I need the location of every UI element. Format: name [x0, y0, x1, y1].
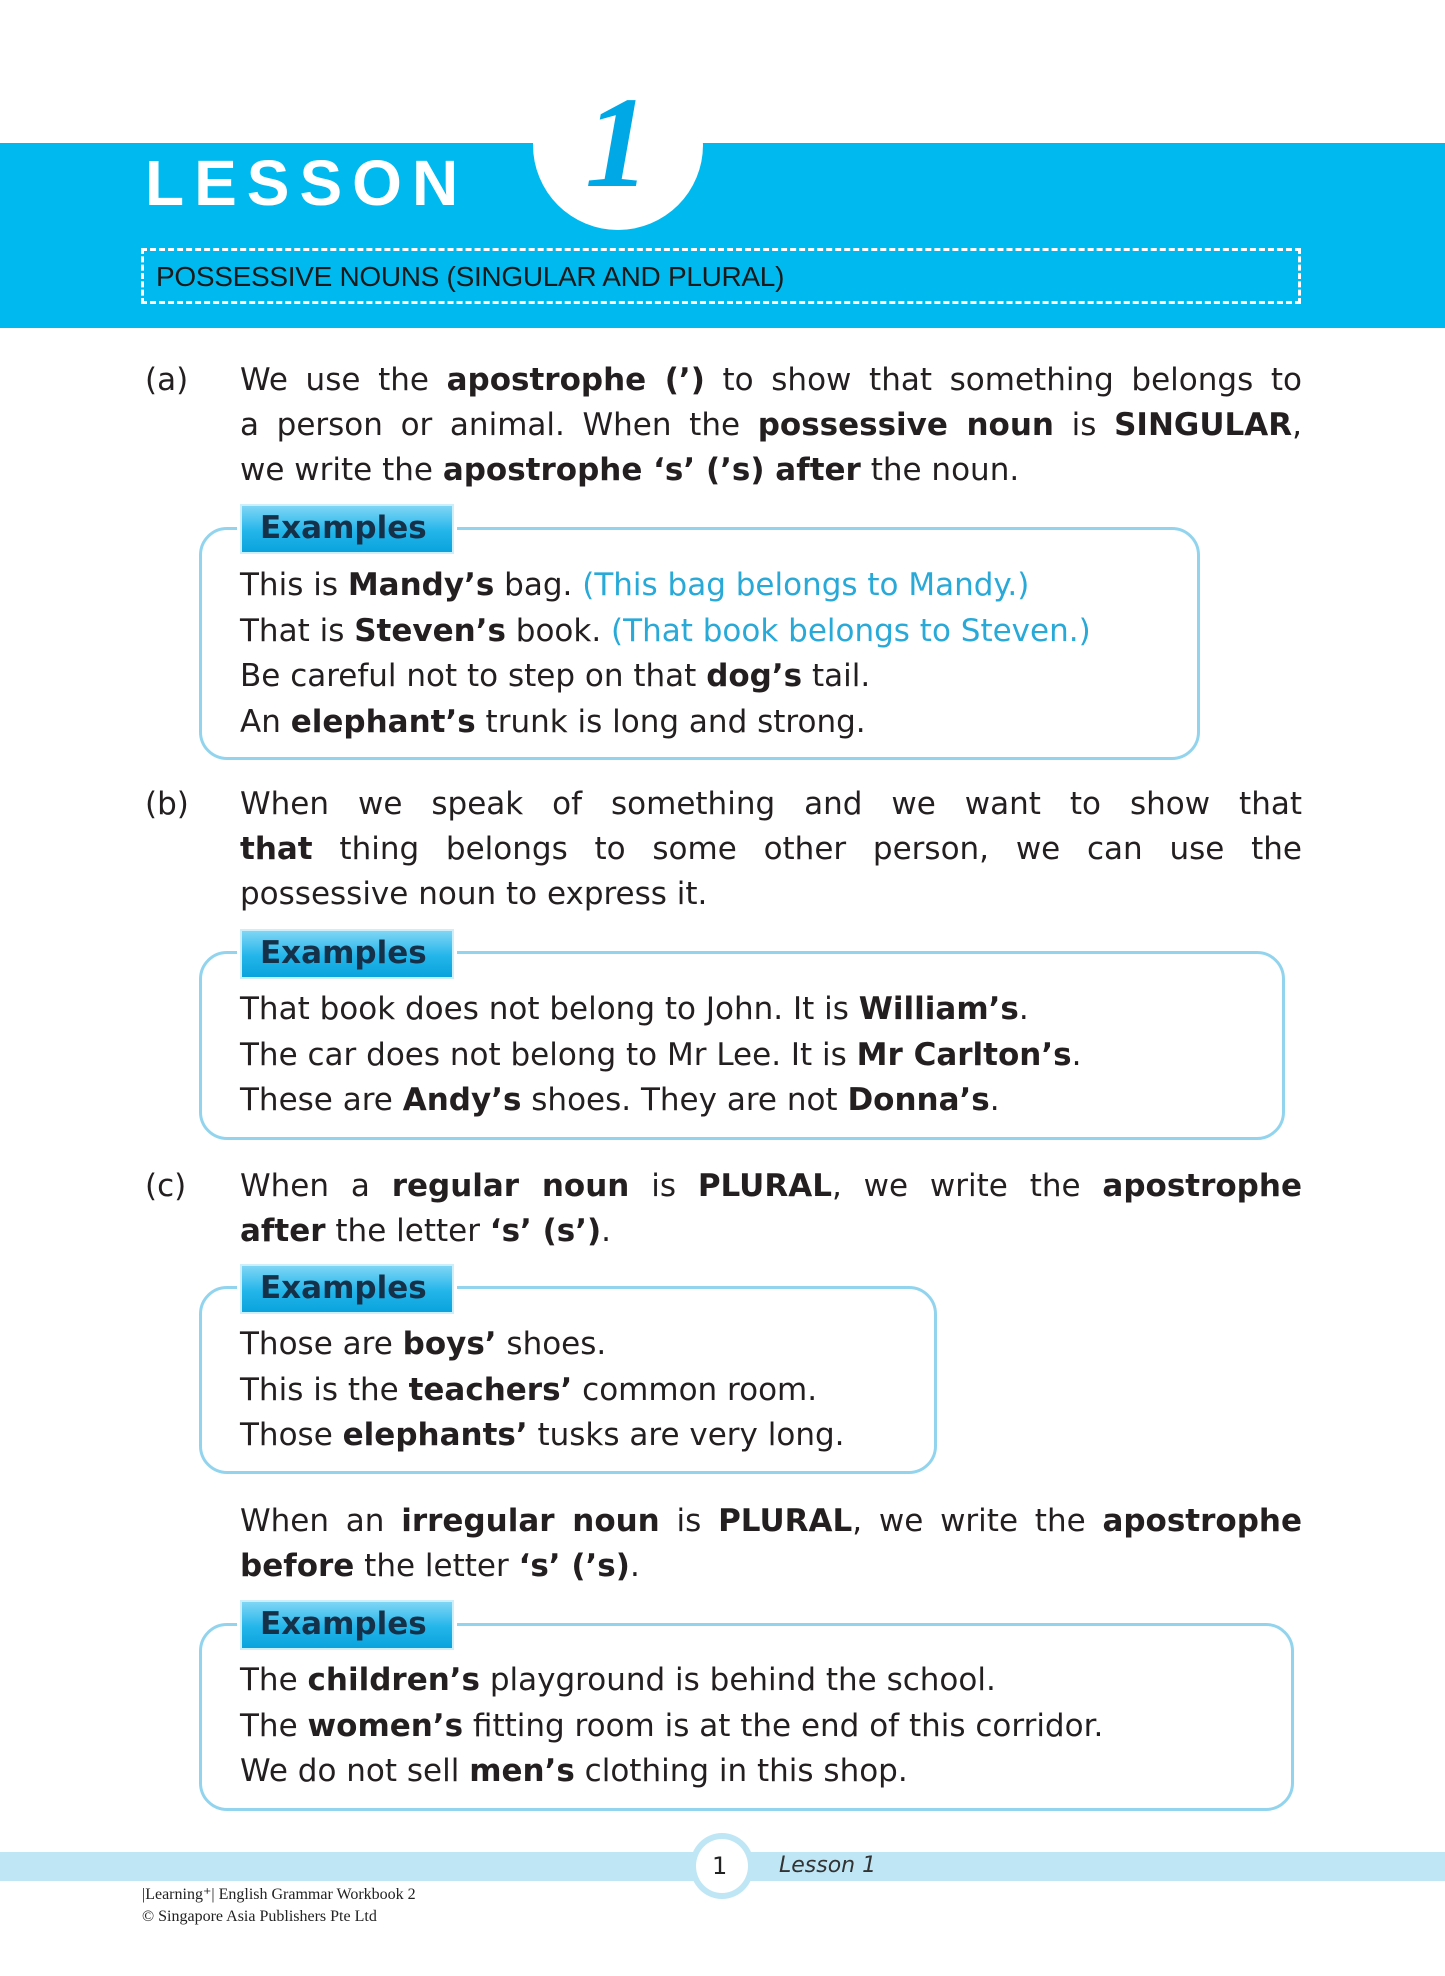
text-line [240, 1368, 845, 1414]
text-segment: When an [240, 1503, 402, 1539]
bold-text: Donna’s [847, 1082, 990, 1118]
text-segment: the letter [325, 1213, 490, 1249]
page-number: 1 [712, 1852, 728, 1880]
text-segment: When we speak of something and we want to show that [240, 786, 1302, 822]
section-b-label: (b) [145, 786, 189, 822]
examples-tab [240, 1264, 454, 1314]
text-segment: That book does not belong to John. It is [240, 991, 859, 1027]
text-segment: . [1018, 991, 1029, 1027]
text-segment: . [629, 1548, 640, 1584]
bold-text: regular noun [391, 1168, 630, 1204]
text-segment: We do not sell [240, 1753, 470, 1789]
examples-tab [240, 929, 454, 979]
text-segment: , we write the [831, 1168, 1103, 1204]
book-title: |Learning⁺| English Grammar Workbook 2 [142, 1886, 416, 1903]
text-line [240, 563, 1091, 609]
explanation-text: (This bag belongs to Mandy.) [582, 567, 1030, 603]
bold-text: apostrophe (’) [446, 362, 705, 398]
text-segment: This is [240, 567, 348, 603]
text-segment: a person or animal. When the [240, 407, 758, 443]
text-line [240, 1749, 1103, 1795]
text-segment: This is the [240, 1371, 409, 1408]
examples-label: Examples [260, 510, 427, 546]
text-line [240, 827, 1302, 872]
text-line [240, 1209, 1302, 1254]
text-segment: The [240, 1707, 308, 1744]
text-line [240, 1078, 1081, 1124]
text-segment: bag. [494, 567, 583, 603]
topic-box [141, 248, 1301, 304]
bold-text: Andy’s [402, 1082, 522, 1118]
topic-title: POSSESSIVE NOUNS (SINGULAR AND PLURAL) [156, 261, 785, 292]
text-segment: we write the [240, 452, 443, 488]
irregular-plural-text [240, 1499, 1302, 1589]
text-segment: fitting room is at the end of this corridor. [463, 1707, 1104, 1744]
text-segment: common room. [572, 1371, 818, 1408]
bold-text: elephants’ [342, 1417, 528, 1453]
text-segment: is [1054, 407, 1115, 443]
text-segment: playground is behind the school. [480, 1662, 996, 1698]
bold-text: elephant’s [290, 703, 476, 740]
bold-text: PLURAL [697, 1168, 832, 1204]
text-line [240, 987, 1081, 1033]
text-segment: These are [240, 1082, 403, 1118]
text-segment: Those [240, 1417, 343, 1453]
text-segment: When a [240, 1168, 392, 1204]
text-segment: trunk is long and strong. [475, 703, 866, 740]
text-line [240, 358, 1302, 403]
text-line [240, 1544, 1302, 1589]
text-segment: the noun. [860, 452, 1020, 488]
text-segment: The [240, 1662, 308, 1698]
text-segment: We use the [240, 362, 447, 398]
copyright: © Singapore Asia Publishers Pte Ltd [142, 1908, 377, 1925]
section-c-label: (c) [145, 1168, 187, 1204]
text-segment: tusks are very long. [527, 1417, 845, 1453]
text-segment: tail. [802, 658, 871, 694]
explanation-text: (That book belongs to Steven.) [611, 612, 1091, 649]
text-line [240, 403, 1302, 448]
bold-text: ‘s’ (’s) [518, 1548, 630, 1584]
bold-text: Mandy’s [347, 567, 495, 603]
bold-text: irregular noun [401, 1503, 660, 1539]
examples-1-lines [240, 563, 1091, 745]
examples-label: Examples [260, 935, 427, 971]
section-a-text [240, 358, 1302, 493]
bold-text: apostrophe ‘s’ (’s) after [442, 452, 861, 488]
text-segment: , [1292, 407, 1302, 443]
bold-text: men’s [469, 1753, 575, 1789]
text-segment: shoes. [496, 1326, 607, 1362]
text-segment: An [240, 703, 291, 740]
bold-text: children’s [307, 1662, 481, 1698]
text-segment: book. [505, 612, 612, 649]
bold-text: Steven’s [354, 612, 506, 649]
text-segment: That is [240, 612, 355, 649]
bold-text: before [240, 1548, 355, 1584]
text-line [240, 1033, 1081, 1079]
bold-text: Mr Carlton’s [856, 1036, 1072, 1073]
bold-text: boys’ [402, 1326, 497, 1362]
bold-text: apostrophe [1102, 1168, 1302, 1204]
examples-4-lines [240, 1658, 1103, 1795]
bold-text: ‘s’ (s’) [489, 1213, 602, 1249]
examples-2-lines [240, 987, 1081, 1124]
text-segment: Those are [240, 1326, 403, 1362]
text-segment: shoes. They are not [521, 1082, 848, 1118]
examples-3-lines [240, 1322, 845, 1459]
bold-text: William’s [858, 991, 1019, 1027]
text-segment: . [989, 1082, 1000, 1118]
bold-text: apostrophe [1102, 1503, 1302, 1539]
text-segment: The car does not belong to Mr Lee. It is [240, 1036, 857, 1073]
bold-text: dog’s [706, 658, 803, 694]
text-segment: Be careful not to step on that [240, 658, 707, 694]
examples-tab [240, 1600, 454, 1650]
text-line [240, 1704, 1103, 1750]
examples-label: Examples [260, 1270, 427, 1306]
text-segment: to show that something belongs to [704, 362, 1303, 398]
bold-text: after [240, 1213, 326, 1249]
lesson-number: 1 [585, 71, 650, 215]
examples-tab [240, 504, 454, 554]
text-line [240, 1164, 1302, 1209]
bold-text: PLURAL [718, 1503, 853, 1539]
text-line [240, 1413, 845, 1459]
examples-label: Examples [260, 1606, 427, 1642]
text-line [240, 1322, 845, 1368]
bold-text: that [240, 831, 313, 867]
running-title: Lesson 1 [779, 1853, 877, 1878]
section-c-text [240, 1164, 1302, 1254]
text-segment: , we write the [852, 1503, 1103, 1539]
text-line [240, 872, 1302, 917]
text-line [240, 609, 1091, 655]
bold-text: SINGULAR [1114, 407, 1293, 443]
text-segment: is [629, 1168, 698, 1204]
section-a-label: (a) [145, 362, 189, 398]
text-segment: possessive noun to express it. [240, 876, 708, 912]
lesson-heading: LESSON [145, 147, 469, 219]
text-line [240, 1499, 1302, 1544]
text-segment: . [1071, 1036, 1082, 1073]
section-b-text [240, 782, 1302, 917]
text-line [240, 1658, 1103, 1704]
text-segment: is [659, 1503, 719, 1539]
text-line [240, 654, 1091, 700]
text-segment: the letter [354, 1548, 519, 1584]
text-line [240, 782, 1302, 827]
text-line [240, 448, 1302, 493]
text-line [240, 700, 1091, 746]
text-segment: . [601, 1213, 612, 1249]
bold-text: teachers’ [408, 1371, 573, 1408]
text-segment: clothing in this shop. [574, 1753, 908, 1789]
bold-text: possessive noun [757, 407, 1054, 443]
text-segment: thing belongs to some other person, we can use the [312, 831, 1302, 867]
bold-text: women’s [307, 1707, 464, 1744]
